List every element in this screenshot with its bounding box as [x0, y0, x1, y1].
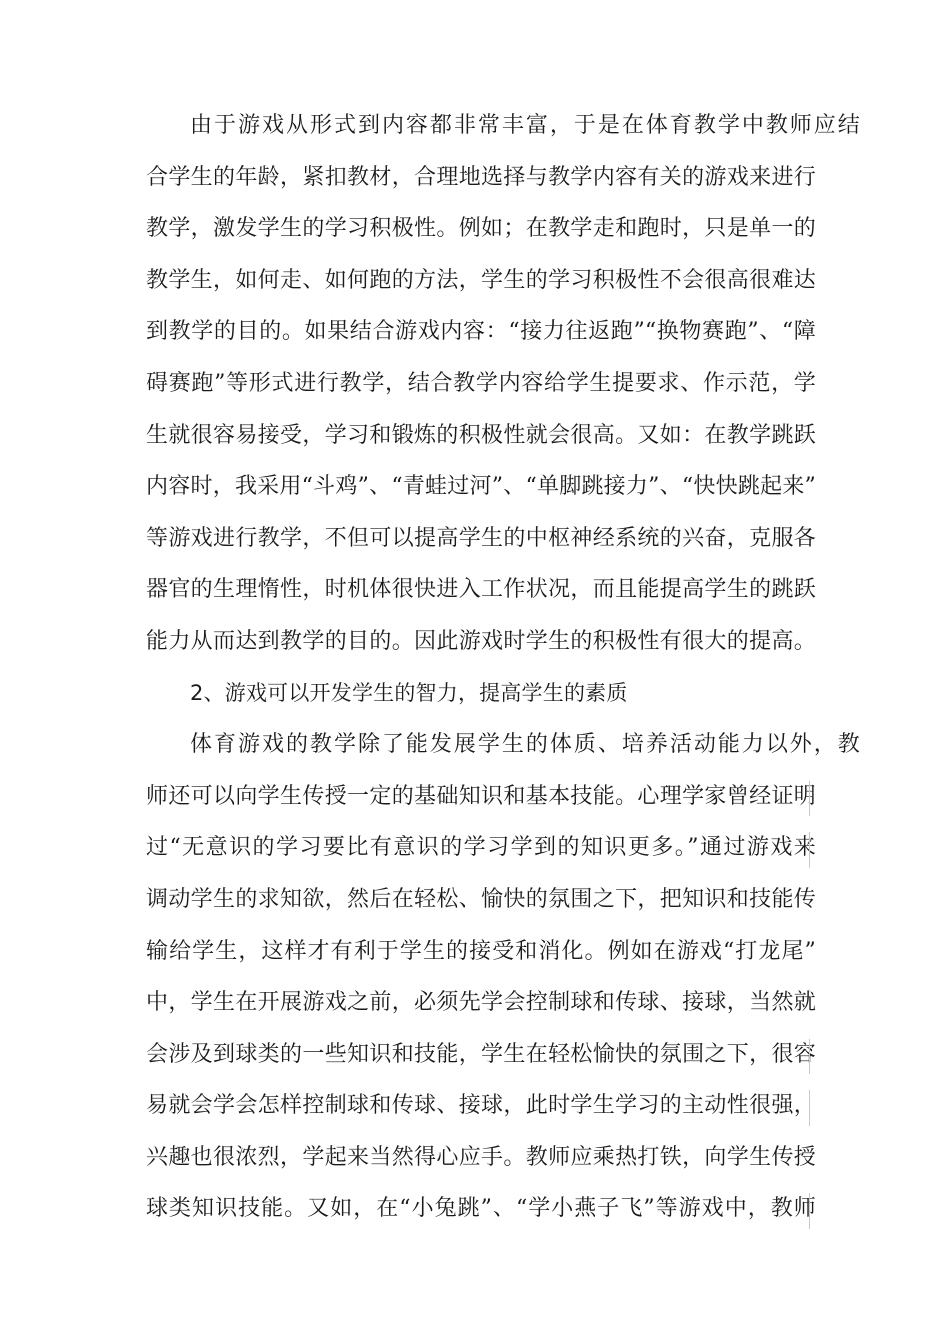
document-body: [146, 100, 860, 1235]
text-line: 过“无意识的学习要比有意识的学习学到的知识更多。”通过游戏来: [146, 822, 816, 874]
text-line: 会涉及到球类的一些知识和技能，学生在轻松愉快的氛围之下，很容: [146, 1029, 816, 1081]
text-line: 等游戏进行教学，不但可以提高学生的中枢神经系统的兴奋，克服各: [146, 525, 816, 551]
text-line: 体育游戏的教学除了能发展学生的体质、培养活动能力以外，教: [190, 732, 860, 758]
text-line: 器官的生理惰性，时机体很快进入工作状况，而且能提高学生的跳跃: [146, 577, 816, 603]
text-line: 输给学生，这样才有利于学生的接受和消化。例如在游戏“打龙尾”: [146, 938, 816, 964]
text-line: 教学生，如何走、如何跑的方法，学生的学习积极性不会很高很难达: [146, 267, 816, 293]
text-line: 碍赛跑”等形式进行教学，结合教学内容给学生提要求、作示范，学: [146, 370, 816, 396]
section-heading: 2、游戏可以开发学生的智力，提高学生的素质: [190, 680, 628, 705]
text-line: 由于游戏从形式到内容都非常丰富，于是在体育教学中教师应结: [190, 113, 860, 138]
text-line: 中，学生在开展游戏之前，必须先学会控制球和传球、接球，当然就: [146, 990, 816, 1016]
text-line: 兴趣也很浓烈，学起来当然得心应手。教师应乘热打铁，向学生传授: [146, 1144, 816, 1170]
text-line: 球类知识技能。又如，在“小兔跳”、“学小燕子飞”等游戏中，教师: [146, 1183, 816, 1235]
text-line: 调动学生的求知欲，然后在轻松、愉快的氛围之下，把知识和技能传: [146, 886, 816, 912]
text-line: 生就很容易接受，学习和锻炼的积极性就会很高。又如：在教学跳跃: [146, 422, 816, 448]
text-line: 师还可以向学生传授一定的基础知识和基本技能。心理学家曾经证明: [146, 771, 816, 823]
text-line: 能力从而达到教学的目的。因此游戏时学生的积极性有很大的提高。: [146, 628, 816, 654]
text-line: 合学生的年龄，紧扣教材，合理地选择与教学内容有关的游戏来进行: [146, 164, 816, 190]
text-line: 到教学的目的。如果结合游戏内容：“接力往返跑”“换物赛跑”、“障: [146, 319, 816, 345]
text-line: 内容时，我采用“斗鸡”、“青蛙过河”、“单脚跳接力”、“快快跳起来”: [146, 474, 816, 500]
text-line: 易就会学会怎样控制球和传球、接球，此时学生学习的主动性很强，: [146, 1080, 816, 1132]
text-line: 教学，激发学生的学习积极性。例如；在教学走和跑时，只是单一的: [146, 216, 816, 242]
